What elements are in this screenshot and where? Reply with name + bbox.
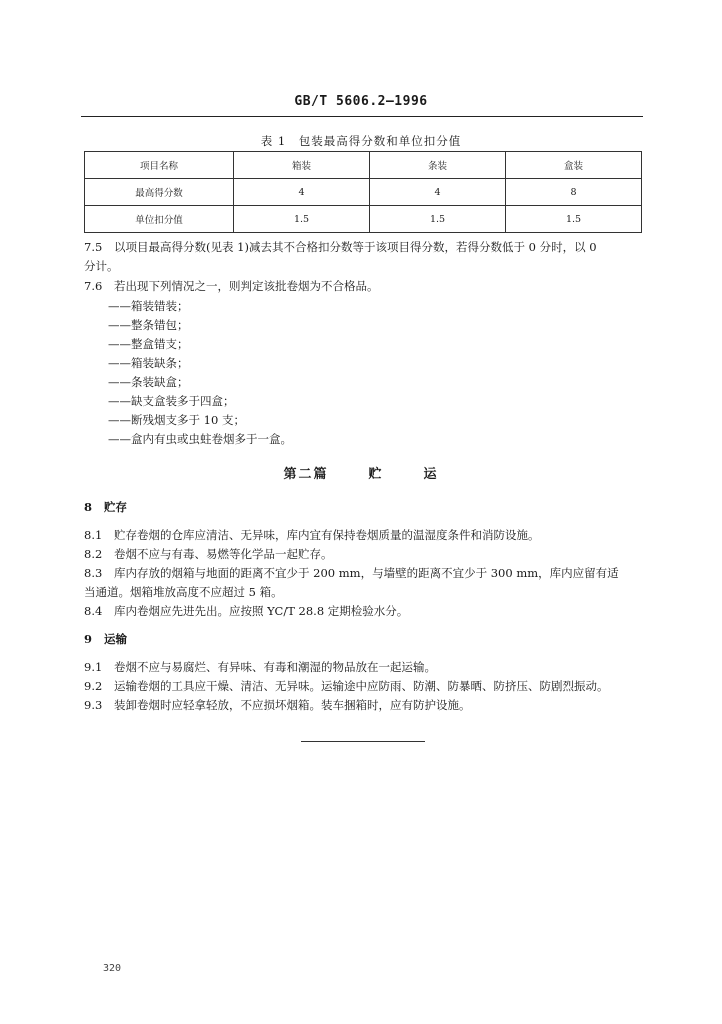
section-heading-transport xyxy=(84,631,127,647)
table-caption: 表 1 包装最高得分数和单位扣分值 xyxy=(260,134,462,148)
clause-number: 7.5 xyxy=(84,240,103,254)
section-title: 贮存 xyxy=(104,500,127,514)
section-number: 9 xyxy=(84,632,93,646)
list-item: ——条装缺盒； xyxy=(108,375,189,389)
clause-text: 以项目最高得分数(见表 1)减去其不合格扣分数等于该项目得分数，若得分数低于 0 分时，以 0 xyxy=(114,240,597,254)
clause-text: 库内存放的烟箱与地面的距离不宜少于 200 mm，与墙壁的距离不宜少于 300 mm，库内应留有适 xyxy=(114,566,619,580)
table-row xyxy=(85,206,642,233)
part-title-part: 第二篇 xyxy=(283,467,329,482)
table-header-cell: 条装 xyxy=(370,152,506,179)
list-item: ——箱装错装； xyxy=(108,299,189,313)
clause-number: 8.3 xyxy=(84,566,103,580)
clause-number: 7.6 xyxy=(84,279,103,293)
clause-9-2 xyxy=(84,677,646,695)
table-cell: 1.5 xyxy=(234,206,370,233)
table-row xyxy=(85,179,642,206)
table-header-cell: 箱装 xyxy=(234,152,370,179)
clause-text: 贮存卷烟的仓库应清洁、无异味，库内宜有保持卷烟质量的温湿度条件和消防设施。 xyxy=(114,528,540,542)
table-header-row xyxy=(85,152,642,179)
packaging-score-table xyxy=(84,151,642,233)
table-header-cell: 盒装 xyxy=(506,152,642,179)
clause-number: 8.1 xyxy=(84,528,103,542)
table-cell: 4 xyxy=(370,179,506,206)
list-item: ——断残烟支多于 10 支； xyxy=(108,413,245,427)
clause-7-6 xyxy=(84,277,646,295)
part-title-transport: 运 xyxy=(423,467,439,482)
table-cell: 1.5 xyxy=(506,206,642,233)
clause-7-5-line2: 分计。 xyxy=(84,259,119,273)
section-heading-storage xyxy=(84,499,127,515)
clause-8-4 xyxy=(84,602,646,620)
clause-text: 若出现下列情况之一，则判定该批卷烟为不合格品。 xyxy=(114,279,379,293)
table-cell: 最高得分数 xyxy=(85,179,234,206)
standard-number-header: GB/T 5606.2—1996 xyxy=(294,94,428,109)
clause-text: 库内卷烟应先进先出。应按照 YC/T 28.8 定期检验水分。 xyxy=(114,604,409,618)
list-item: ——整条错包； xyxy=(108,318,189,332)
clause-number: 9.1 xyxy=(84,660,103,674)
clause-number: 8.2 xyxy=(84,547,103,561)
clause-9-1 xyxy=(84,658,646,676)
end-rule xyxy=(301,741,425,742)
clause-8-2 xyxy=(84,545,646,563)
part-title xyxy=(0,463,722,482)
clause-number: 9.3 xyxy=(84,698,103,712)
list-item: ——整盒错支； xyxy=(108,337,189,351)
list-item: ——盒内有虫或虫蛀卷烟多于一盒。 xyxy=(108,432,292,446)
clause-text: 装卸卷烟时应轻拿轻放，不应损坏烟箱。装车捆箱时，应有防护设施。 xyxy=(114,698,471,712)
page-number: 320 xyxy=(103,963,122,974)
clause-number: 9.2 xyxy=(84,679,103,693)
clause-8-3-line2: 当通道。烟箱堆放高度不应超过 5 箱。 xyxy=(84,585,283,599)
table-cell: 单位扣分值 xyxy=(85,206,234,233)
section-title: 运输 xyxy=(104,632,127,646)
clause-7-5-line1 xyxy=(84,238,646,256)
clause-number: 8.4 xyxy=(84,604,103,618)
table-cell: 4 xyxy=(234,179,370,206)
clause-8-3-line1 xyxy=(84,564,646,582)
clause-9-3 xyxy=(84,696,646,714)
table-cell: 1.5 xyxy=(370,206,506,233)
list-item: ——箱装缺条； xyxy=(108,356,189,370)
clause-8-1 xyxy=(84,526,646,544)
clause-text: 卷烟不应与易腐烂、有异味、有毒和潮湿的物品放在一起运输。 xyxy=(114,660,436,674)
section-number: 8 xyxy=(84,500,93,514)
list-item: ——缺支盒装多于四盒； xyxy=(108,394,235,408)
table-header-cell: 项目名称 xyxy=(85,152,234,179)
clause-text: 运输卷烟的工具应干燥、清洁、无异味。运输途中应防雨、防潮、防暴晒、防挤压、防剧烈振动。 xyxy=(114,679,609,693)
table-cell: 8 xyxy=(506,179,642,206)
clause-text: 卷烟不应与有毒、易燃等化学品一起贮存。 xyxy=(114,547,333,561)
header-rule xyxy=(81,116,643,117)
part-title-storage: 贮 xyxy=(368,467,384,482)
